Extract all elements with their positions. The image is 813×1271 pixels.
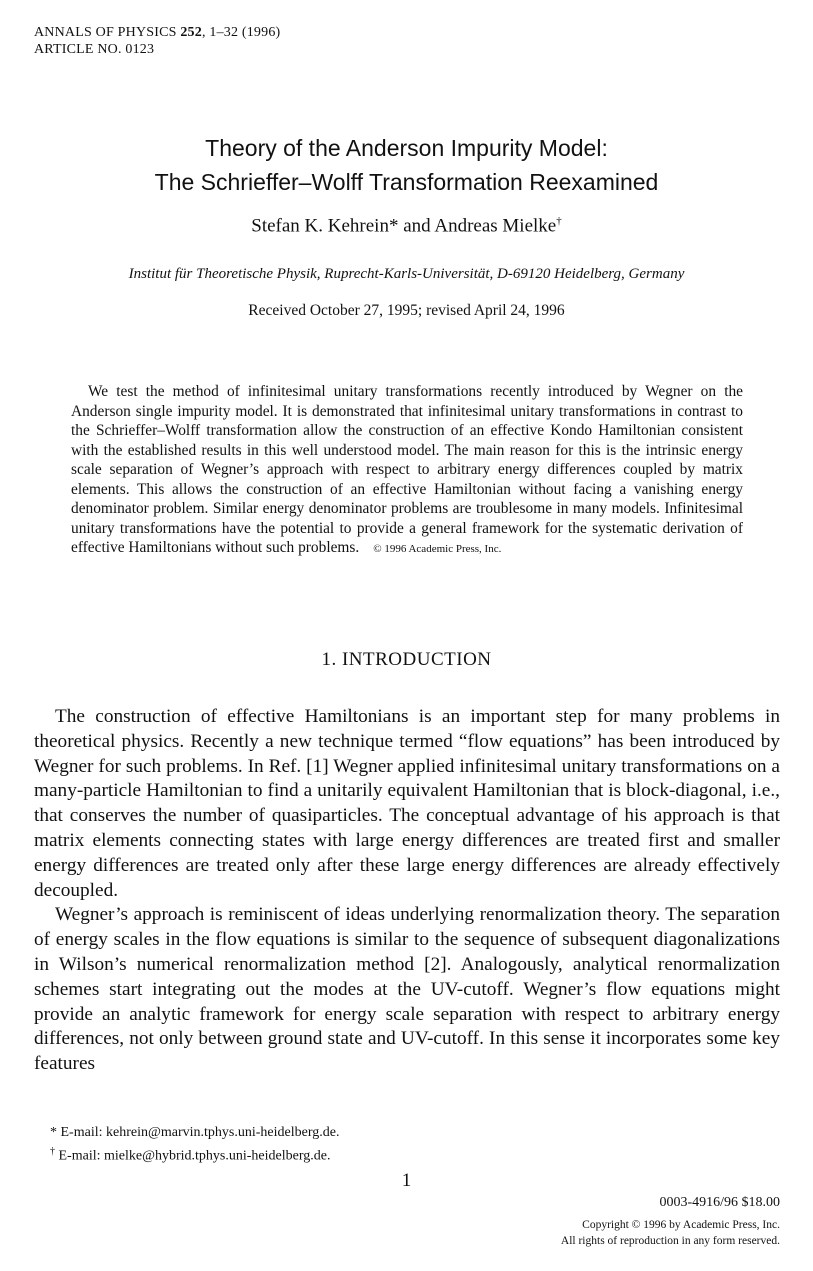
- journal-citation: [34, 24, 280, 41]
- abstract-text: We test the method of infinitesimal unitary transformations recently introduced by Wegner on the Anderson single impurity model. It is demonstrated that infinitesimal unitary transformations in contrast to the Schrieffer–Wolff transformation allow the construction of an effective Kondo Hamiltonian consistent with the established results in this well understood model. The main reason for this is the intrinsic energy scale separation of Wegner’s approach with respect to arbitrary energy differences coupled by matrix elements. This allows the construction of an effective Hamiltonian without facing a vanishing energy denominator problem. Similar energy denominator problems are troublesome in many models. Infinitesimal unitary transformations have the potential to provide a general framework for the systematic derivation of effective Hamiltonians without such problems.: [71, 383, 743, 556]
- article-number: ARTICLE NO. 0123: [34, 42, 155, 57]
- author-mielke: Andreas Mielke: [434, 215, 557, 237]
- footnote-mielke-text: E-mail: mielke@hybrid.tphys.uni-heidelberg.de.: [55, 1148, 331, 1164]
- author-list: [0, 215, 813, 237]
- title-line-2: The Schrieffer–Wolff Transformation Reexamined: [154, 169, 659, 195]
- footnotes: [50, 1123, 339, 1166]
- rights-line: All rights of reproduction in any form reserved.: [560, 1234, 780, 1247]
- footnote-kehrein: * E-mail: kehrein@marvin.tphys.uni-heidelberg.de.: [50, 1125, 340, 1140]
- journal-code: 0003-4916/96 $18.00: [659, 1195, 780, 1210]
- footnote-mielke: [50, 1142, 339, 1166]
- author-dagger-mark: †: [556, 215, 562, 227]
- paragraph-1: The construction of effective Hamiltonians is an important step for many problems in theoretical physics. Recently a new technique termed “flow equations” has been introduced by Wegner for such problems. In Ref. [1] Wegner applied infinitesimal unitary transformations on a many-particle Hamiltonian to find a unitarily equivalent Hamiltonian that is block-diagonal, i.e., that conserves the number of quasiparticles. The conceptual advantage of his approach is that matrix elements connecting states with large energy differences are treated first and smaller energy differences are treated only after these large energy differences are already effectively decoupled.: [34, 706, 780, 901]
- footer-copyright: [561, 1218, 780, 1249]
- footnote-dagger-mark: †: [50, 1146, 55, 1157]
- abstract-copyright: © 1996 Academic Press, Inc.: [373, 543, 502, 555]
- received-dates: Received October 27, 1995; revised April 24, 1996: [248, 302, 565, 319]
- author-kehrein: Stefan K. Kehrein*: [251, 215, 399, 237]
- page-number: 1: [401, 1170, 412, 1191]
- journal-volume: 252: [180, 25, 202, 40]
- body-text: [34, 705, 780, 1077]
- abstract: [71, 382, 743, 560]
- paragraph-2: Wegner’s approach is reminiscent of ideas underlying renormalization theory. The separation of energy scales in the flow equations is similar to the sequence of subsequent diagonalizations in Wilson’s numerical renormalization method [2]. Analogously, analytical renormalization schemes start integrating out the modes at the UV-cutoff. Wegner’s flow equations might provide an analytic framework for energy scale separation with respect to arbitrary energy differences, not only between ground state and UV-cutoff. In this sense it incorporates some key features: [34, 904, 780, 1075]
- copyright-line: Copyright © 1996 by Academic Press, Inc.: [582, 1219, 780, 1231]
- affiliation: Institut für Theoretische Physik, Ruprecht-Karls-Universität, D-69120 Heidelberg, Germany: [128, 266, 685, 282]
- section-heading: 1. INTRODUCTION: [321, 649, 492, 670]
- journal-header: [34, 24, 280, 58]
- journal-pages: , 1–32 (1996): [201, 25, 281, 40]
- title-line-1: Theory of the Anderson Impurity Model:: [205, 135, 608, 161]
- journal-name: ANNALS OF PHYSICS: [34, 25, 177, 40]
- paper-title: [0, 131, 813, 199]
- author-separator: and: [398, 215, 435, 237]
